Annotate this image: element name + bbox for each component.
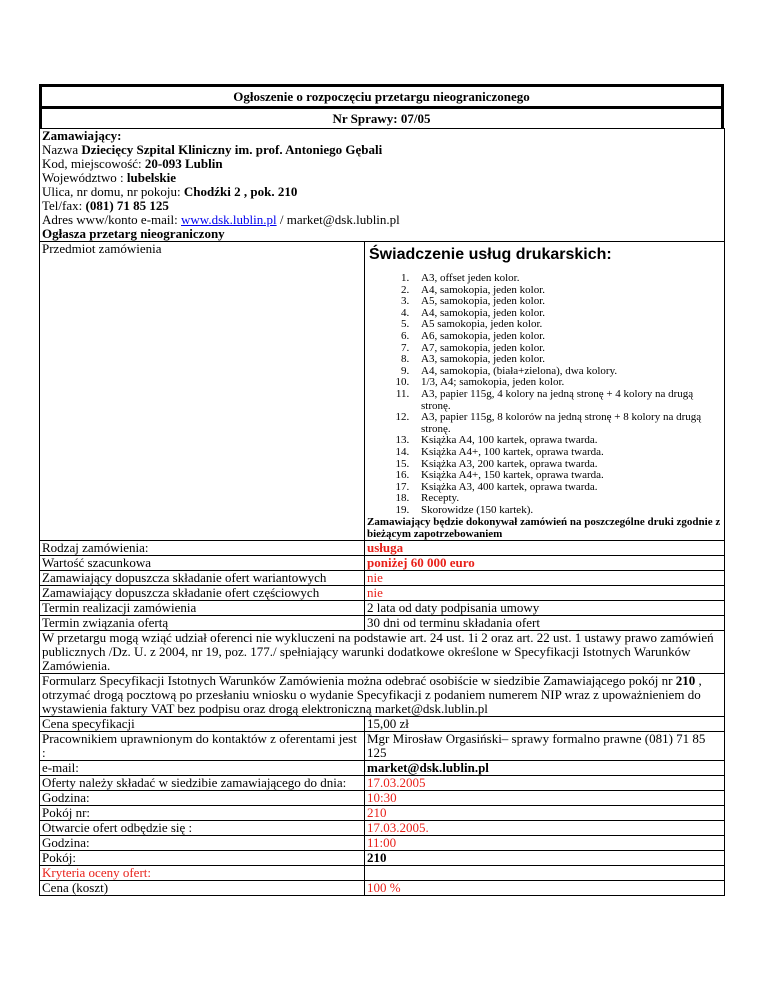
city-value: 20-093 Lublin [144, 156, 223, 171]
email-row [40, 761, 725, 776]
estimated-value-row [40, 556, 725, 571]
order-type-value: usługa [365, 541, 725, 556]
city-label: Kod, miejscowość: [42, 156, 142, 171]
binding-row [40, 616, 725, 631]
submit-label: Oferty należy składać w siedzibie zamawiającego do dnia: [40, 776, 365, 791]
announces-line: Ogłasza przetarg nieograniczony [42, 226, 225, 241]
subject-title: Świadczenie usług drukarskich: [369, 246, 612, 263]
phone-line [42, 199, 722, 213]
tender-table [39, 128, 725, 896]
street-label: Ulica, nr domu, nr pokoju: [42, 184, 181, 199]
subject-cell [365, 242, 725, 541]
partial-value: nie [365, 586, 725, 601]
spec-cell [40, 674, 725, 717]
document-title: Ogłoszenie o rozpoczęciu przetargu nieograniczonego [42, 87, 721, 109]
email-label: e-mail: [40, 761, 365, 776]
web-label: Adres www/konto e-mail: [42, 212, 178, 227]
criteria-label: Kryteria oceny ofert: [40, 866, 365, 881]
list-item: 8. A3, samokopia, jeden kolor. [412, 354, 722, 366]
variant-row [40, 571, 725, 586]
website-link[interactable]: www.dsk.lublin.pl [181, 212, 277, 227]
document-page [39, 84, 724, 896]
estimated-value-label: Wartość szacunkowa [40, 556, 365, 571]
voivodeship-value: lubelskie [126, 170, 177, 185]
list-item: 7. A7, samokopia, jeden kolor. [412, 343, 722, 355]
order-type-row [40, 541, 725, 556]
opening-room: 210 [365, 851, 725, 866]
city-line [42, 157, 722, 171]
list-item: 18. Recepty. [412, 493, 722, 505]
list-item: 14. Książka A4+, 100 kartek, oprawa twarda. [412, 447, 722, 459]
spec-price-label: Cena specyfikacji [40, 717, 365, 732]
opening-room-row [40, 851, 725, 866]
submit-hour: 10:30 [365, 791, 725, 806]
subject-label: Przedmiot zamówienia [40, 242, 365, 541]
opening-row [40, 821, 725, 836]
term-label: Termin realizacji zamówienia [40, 601, 365, 616]
partial-row [40, 586, 725, 601]
authority-cell [40, 129, 725, 242]
variant-value: nie [365, 571, 725, 586]
list-item: 13. Książka A4, 100 kartek, oprawa twarda. [412, 435, 722, 447]
submit-room-row [40, 806, 725, 821]
list-item: 15. Książka A3, 200 kartek, oprawa twarda. [412, 459, 722, 471]
spec-price-row [40, 717, 725, 732]
list-item: 3. A5, samokopia, jeden kolor. [412, 296, 722, 308]
case-number: Nr Sprawy: 07/05 [332, 111, 431, 126]
web-email: / market@dsk.lublin.pl [279, 212, 400, 227]
list-item: 2. A4, samokopia, jeden kolor. [412, 285, 722, 297]
term-row [40, 601, 725, 616]
email-value: market@dsk.lublin.pl [365, 761, 725, 776]
submit-hour-row [40, 791, 725, 806]
name-label: Nazwa [42, 142, 79, 157]
list-item: 19. Skorowidze (150 kartek). [412, 505, 722, 517]
contact-value: Mgr Mirosław Orgasiński– sprawy formalno prawne (081) 71 85 125 [365, 732, 725, 761]
street-value: Chodźki 2 , pok. 210 [183, 184, 298, 199]
order-type-label: Rodzaj zamówienia: [40, 541, 365, 556]
conditions-text: W przetargu mogą wziąć udział oferenci nie wykluczeni na podstawie art. 24 ust. 1i 2 oraz art. 22 ust. 1 ustawy prawo zamówień publicznych /Dz. U. z 2004, nr 19, poz. 177./ spełniający warunki dodatkowe określone w Specyfikacji Istotnych Warunków Zamówienia. [40, 631, 725, 674]
variant-label: Zamawiający dopuszcza składanie ofert wariantowych [40, 571, 365, 586]
term-value: 2 lata od daty podpisania umowy [365, 601, 725, 616]
submit-room: 210 [365, 806, 725, 821]
phone-label: Tel/fax: [42, 198, 83, 213]
voivodeship-line [42, 171, 722, 185]
name-value: Dziecięcy Szpital Kliniczny im. prof. Antoniego Gębali [81, 142, 383, 157]
binding-label: Termin związania ofertą [40, 616, 365, 631]
spec-text-1: Formularz Specyfikacji Istotnych Warunków Zamówienia można odebrać osobiście w siedzibie Zamawiającego pokój nr [42, 673, 673, 689]
list-item: 5. A5 samokopia, jeden kolor. [412, 319, 722, 331]
list-item: 16. Książka A4+, 150 kartek, oprawa twarda. [412, 470, 722, 482]
list-item: 12. A3, papier 115g, 8 kolorów na jedną stronę + 8 kolory na drugą stronę. [412, 412, 722, 435]
opening-label: Otwarcie ofert odbędzie się : [40, 821, 365, 836]
authority-heading: Zamawiający: [42, 128, 122, 143]
list-item: 9. A4, samokopia, (biała+zielona), dwa kolory. [412, 366, 722, 378]
criteria-row [40, 866, 725, 881]
contact-label: Pracownikiem uprawnionym do kontaktów z oferentami jest : [40, 732, 365, 761]
submit-row [40, 776, 725, 791]
header-box [39, 84, 724, 128]
criteria-empty [365, 866, 725, 881]
list-item: 4. A4, samokopia, jeden kolor. [412, 308, 722, 320]
opening-date: 17.03.2005. [365, 821, 725, 836]
orders-note: Zamawiający będzie dokonywał zamówień na poszczególne druki zgodnie z bieżącym zapotrzebowaniem [367, 516, 721, 541]
spec-row [40, 674, 725, 717]
spec-room: 210 [675, 673, 696, 689]
web-line [42, 213, 722, 227]
estimated-value-value: poniżej 60 000 euro [365, 556, 725, 571]
spec-price-value: 15,00 zł [365, 717, 725, 732]
street-line [42, 185, 722, 199]
contact-row [40, 732, 725, 761]
phone-value: (081) 71 85 125 [85, 198, 169, 213]
opening-hour: 11:00 [365, 836, 725, 851]
binding-value: 30 dni od terminu składania ofert [365, 616, 725, 631]
list-item: 10. 1/3, A4; samokopia, jeden kolor. [412, 377, 722, 389]
authority-row [40, 129, 725, 242]
submit-hour-label: Godzina: [40, 791, 365, 806]
voivodeship-label: Województwo : [42, 170, 124, 185]
submit-room-label: Pokój nr: [40, 806, 365, 821]
criteria-weight: 100 % [365, 881, 725, 896]
opening-hour-label: Godzina: [40, 836, 365, 851]
opening-hour-row [40, 836, 725, 851]
list-item: 6. A6, samokopia, jeden kolor. [412, 331, 722, 343]
subject-row [40, 242, 725, 541]
authority-name-line [42, 143, 722, 157]
opening-room-label: Pokój: [40, 851, 365, 866]
criteria-price-row [40, 881, 725, 896]
partial-label: Zamawiający dopuszcza składanie ofert częściowych [40, 586, 365, 601]
spec-text-2: , otrzymać drogą pocztową po przesłaniu wniosku o wydanie Specyfikacji z podaniem numerem NIP wraz z upoważnieniem do wystawienia faktury VAT bez podpisu oraz drogą elektroniczną market@dsk.lublin.pl [42, 673, 702, 717]
criteria-name: Cena (koszt) [40, 881, 365, 896]
submit-date: 17.03.2005 [365, 776, 725, 791]
list-item: 1. A3, offset jeden kolor. [412, 273, 722, 285]
list-item: 17. Książka A3, 400 kartek, oprawa twarda. [412, 482, 722, 494]
conditions-row [40, 631, 725, 674]
items-list [367, 273, 722, 516]
list-item: 11. A3, papier 115g, 4 kolory na jedną stronę + 4 kolory na drugą stronę. [412, 389, 722, 412]
